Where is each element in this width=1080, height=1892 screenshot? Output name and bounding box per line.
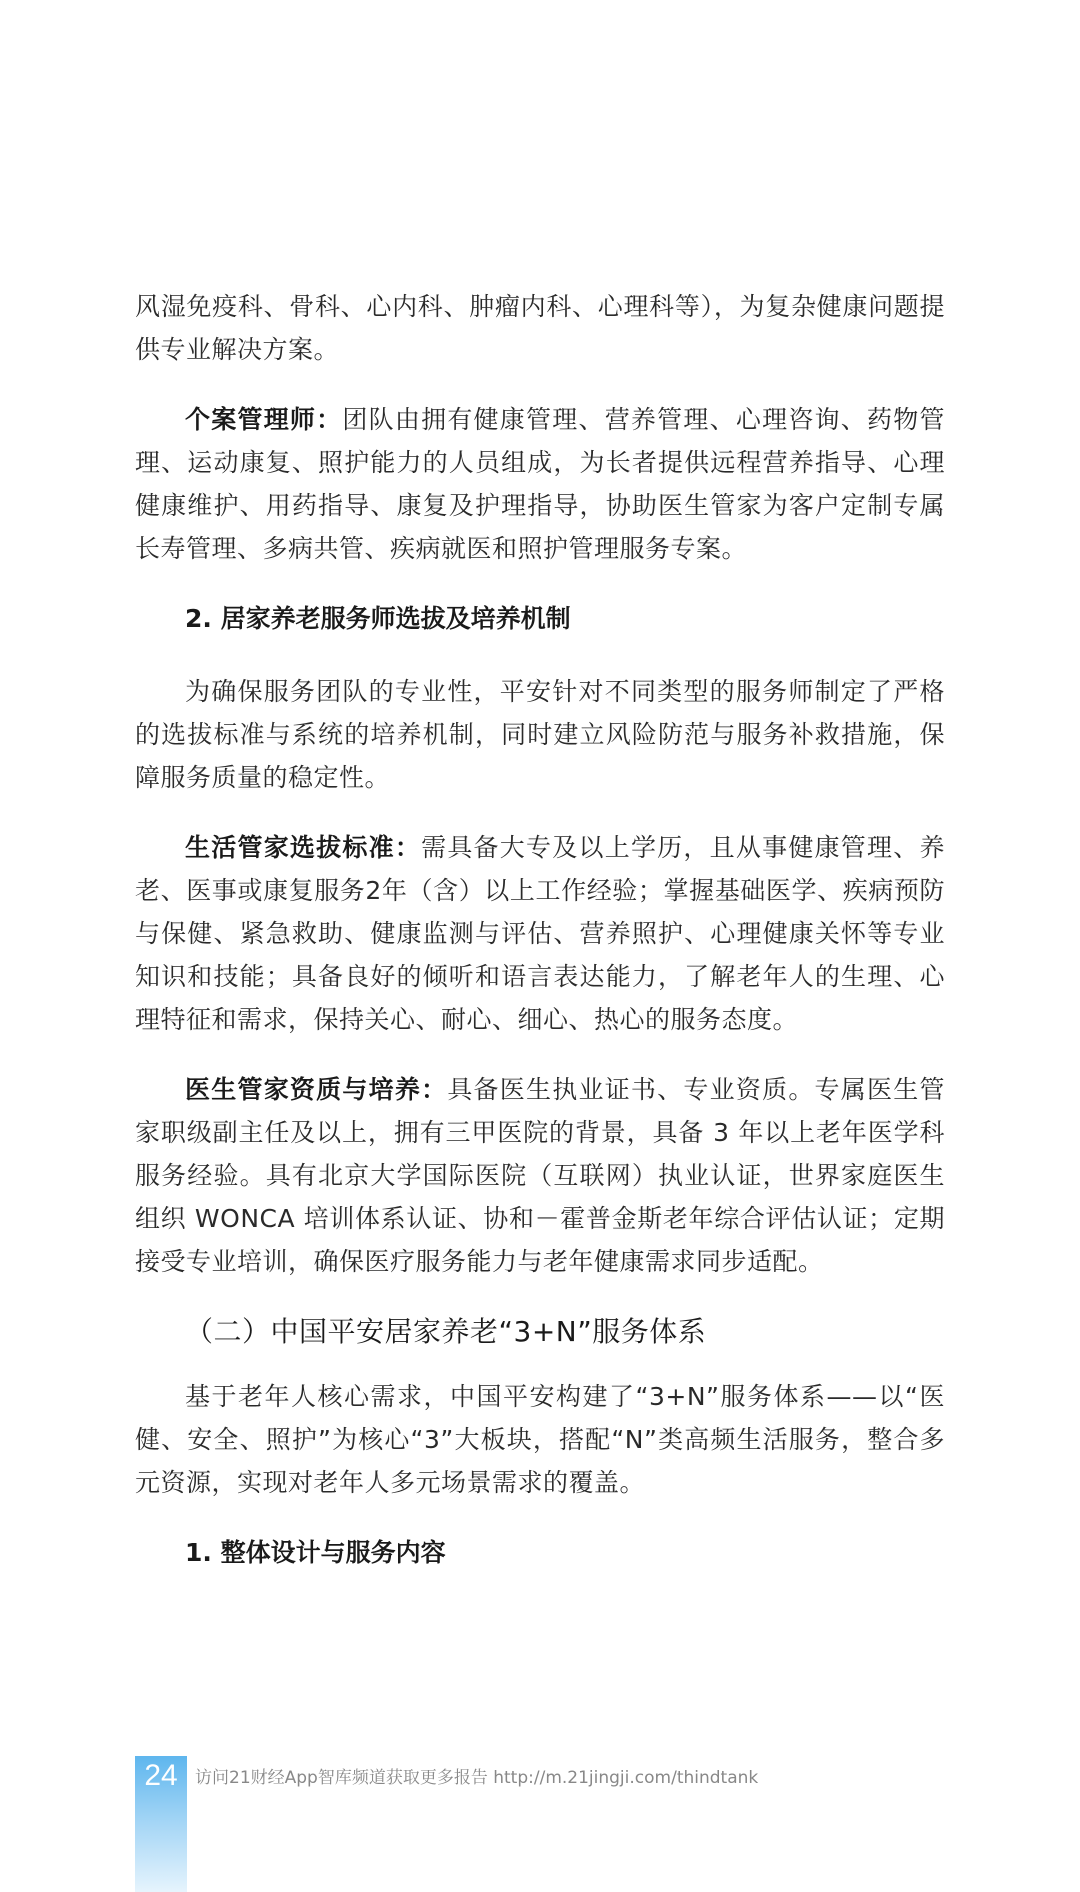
doctor-butler-text: 具备医生执业证书、专业资质。专属医生管家职级副主任及以上，拥有三甲医院的背景，具备 3 年以上老年医学科服务经验。具有北京大学国际医院（互联网）执业认证，世界家庭医生组织 WONCA 培训体系认证、协和－霍普金斯老年综合评估认证；定期接受专业培训，确保医疗服务能力与老年健康需求同步适配。 (135, 1075, 945, 1276)
case-manager-text: 团队由拥有健康管理、营养管理、心理咨询、药物管理、运动康复、照护能力的人员组成，为长者提供远程营养指导、心理健康维护、用药指导、康复及护理指导，协助医生管家为客户定制专属长寿管理、多病共管、疾病就医和照护管理服务专案。 (135, 405, 945, 563)
doctor-butler-lead: 医生管家资质与培养： (185, 1075, 448, 1104)
paragraph-case-manager (135, 398, 945, 570)
paragraph-selection-intro: 为确保服务团队的专业性，平安针对不同类型的服务师制定了严格的选拔标准与系统的培养机制，同时建立风险防范与服务补救措施，保障服务质量的稳定性。 (135, 677, 945, 792)
case-manager-lead: 个案管理师： (185, 405, 343, 434)
paragraph-specialists: 风湿免疫科、骨科、心内科、肿瘤内科、心理科等），为复杂健康问题提供专业解决方案。 (135, 292, 945, 364)
page-number: 24 (144, 1759, 178, 1792)
heading-selection-training: 2. 居家养老服务师选拔及培养机制 (185, 604, 571, 633)
page-number-tab (135, 1756, 187, 1892)
document-body (135, 285, 945, 1604)
section-heading-3n-system: （二）中国平安居家养老“3+N”服务体系 (185, 1315, 707, 1348)
heading-overall-design: 1. 整体设计与服务内容 (185, 1538, 446, 1567)
paragraph-doctor-butler (135, 1068, 945, 1283)
footer-link-text[interactable]: 访问21财经App智库频道获取更多报告 http://m.21jingji.com/thindtank (195, 1768, 759, 1788)
life-butler-lead: 生活管家选拔标准： (185, 833, 422, 862)
paragraph-3n-intro: 基于老年人核心需求，中国平安构建了“3+N”服务体系——以“医健、安全、照护”为核心“3”大板块，搭配“N”类高频生活服务，整合多元资源，实现对老年人多元场景需求的覆盖。 (135, 1382, 945, 1497)
paragraph-life-butler (135, 826, 945, 1041)
life-butler-text: 需具备大专及以上学历，且从事健康管理、养老、医事或康复服务2年（含）以上工作经验；掌握基础医学、疾病预防与保健、紧急救助、健康监测与评估、营养照护、心理健康关怀等专业知识和技能；具备良好的倾听和语言表达能力，了解老年人的生理、心理特征和需求，保持关心、耐心、细心、热心的服务态度。 (135, 833, 945, 1034)
page-footer (135, 1756, 1035, 1892)
